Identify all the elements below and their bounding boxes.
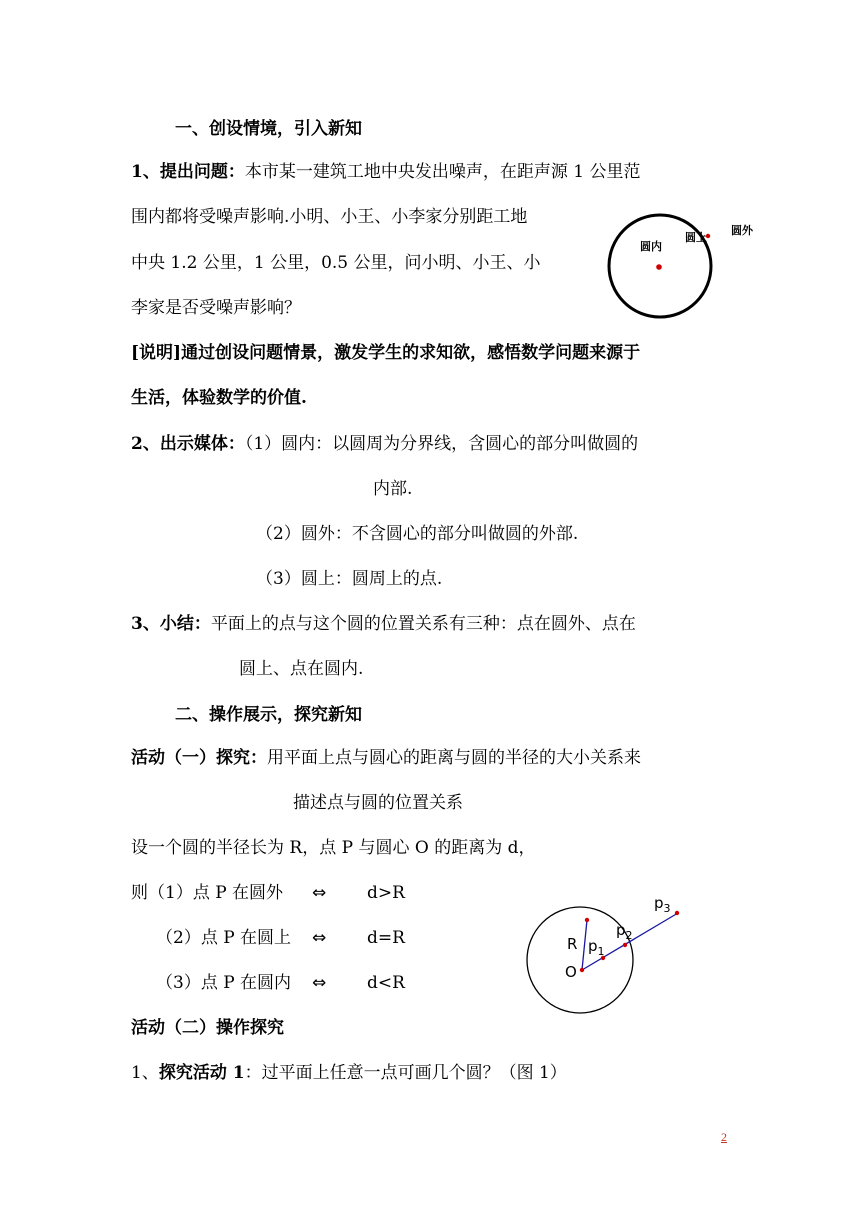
label-on: 圆上 bbox=[685, 231, 707, 244]
question-2-label: 2、出示媒体： bbox=[131, 434, 245, 454]
activity-2-line-1 bbox=[131, 1061, 567, 1085]
question-2-item-1a: （1）圆内：以圆周为分界线，含圆心的部分叫做圆的 bbox=[244, 434, 639, 454]
condition-1: 则（1）点 P 在圆外 bbox=[131, 883, 284, 903]
label-inside: 圆内 bbox=[640, 240, 662, 253]
figure-point-circle bbox=[520, 890, 720, 1025]
question-3-line-2: 圆上、点在圆内. bbox=[239, 659, 364, 679]
question-3-label: 3、小结： bbox=[131, 614, 211, 634]
label-p1: $p_1$ bbox=[588, 937, 605, 958]
figure-circle-regions bbox=[600, 210, 770, 320]
label-r: R bbox=[567, 935, 578, 953]
question-2-item-3: （3）圆上：圆周上的点. bbox=[256, 569, 443, 589]
iff-icon: ⇔ bbox=[312, 928, 327, 948]
activity-1-line-1 bbox=[131, 746, 641, 770]
question-2-item-2: （2）圆外：不含圆心的部分叫做圆的外部. bbox=[256, 524, 579, 544]
note-line-1: [说明]通过创设问题情景，激发学生的求知欲，感悟数学问题来源于 bbox=[131, 343, 641, 363]
section-heading-1: 一、创设情境，引入新知 bbox=[175, 119, 362, 139]
activity-2-number: 1、 bbox=[131, 1063, 159, 1083]
label-outside: 圆外 bbox=[731, 224, 753, 237]
relation-3: d<R bbox=[367, 973, 405, 993]
iff-icon: ⇔ bbox=[312, 883, 327, 903]
label-p3: $p_3$ bbox=[654, 894, 671, 915]
question-1-line-4: 李家是否受噪声影响？ bbox=[131, 298, 301, 318]
label-p2: $p_2$ bbox=[616, 921, 633, 942]
activity-1-text-1: 用平面上点与圆心的距离与圆的半径的大小关系来 bbox=[267, 748, 641, 768]
condition-3: （3）点 P 在圆内 bbox=[156, 973, 292, 993]
point-r bbox=[585, 918, 589, 922]
question-1-line-2: 围内都将受噪声影响.小明、小王、小李家分别距工地 bbox=[131, 207, 528, 227]
question-1-label: 1、提出问题： bbox=[131, 162, 245, 182]
label-o: O bbox=[565, 963, 577, 981]
section-heading-2: 二、操作展示，探究新知 bbox=[175, 705, 362, 725]
question-2-line-1 bbox=[131, 432, 638, 456]
point-center bbox=[580, 968, 584, 972]
note-line-2: 生活，体验数学的价值. bbox=[131, 388, 307, 408]
condition-2: （2）点 P 在圆上 bbox=[156, 928, 292, 948]
point-p3 bbox=[675, 911, 679, 915]
question-1-line-1 bbox=[131, 160, 640, 184]
question-3-text-1: 平面上的点与这个圆的位置关系有三种：点在圆外、点在 bbox=[210, 614, 636, 634]
activity-1-line-2: 描述点与圆的位置关系 bbox=[293, 793, 463, 813]
radius-line bbox=[582, 920, 587, 970]
activity-1-label: 活动（一）探究： bbox=[131, 748, 267, 768]
activity-2-heading: 活动（二）操作探究 bbox=[131, 1018, 284, 1038]
activity-2-label: 探究活动 1 bbox=[158, 1063, 245, 1083]
page-number: 2 bbox=[721, 1130, 727, 1144]
iff-icon: ⇔ bbox=[312, 973, 327, 993]
relation-1: d>R bbox=[367, 883, 405, 903]
question-3-line-1 bbox=[131, 612, 636, 636]
activity-1-setup: 设一个圆的半径长为 R，点 P 与圆心 O 的距离为 d， bbox=[131, 838, 536, 858]
activity-2-text: ：过平面上任意一点可画几个圆？（图 1） bbox=[244, 1063, 567, 1083]
question-2-item-1b: 内部. bbox=[373, 479, 413, 499]
point-p2 bbox=[623, 943, 627, 947]
question-1-line-3: 中央 1.2 公里，1 公里，0.5 公里，问小明、小王、小 bbox=[131, 253, 541, 273]
center-dot bbox=[656, 264, 662, 270]
relation-2: d=R bbox=[367, 928, 405, 948]
question-1-text-1: 本市某一建筑工地中央发出噪声，在距声源 1 公里范 bbox=[244, 162, 641, 182]
